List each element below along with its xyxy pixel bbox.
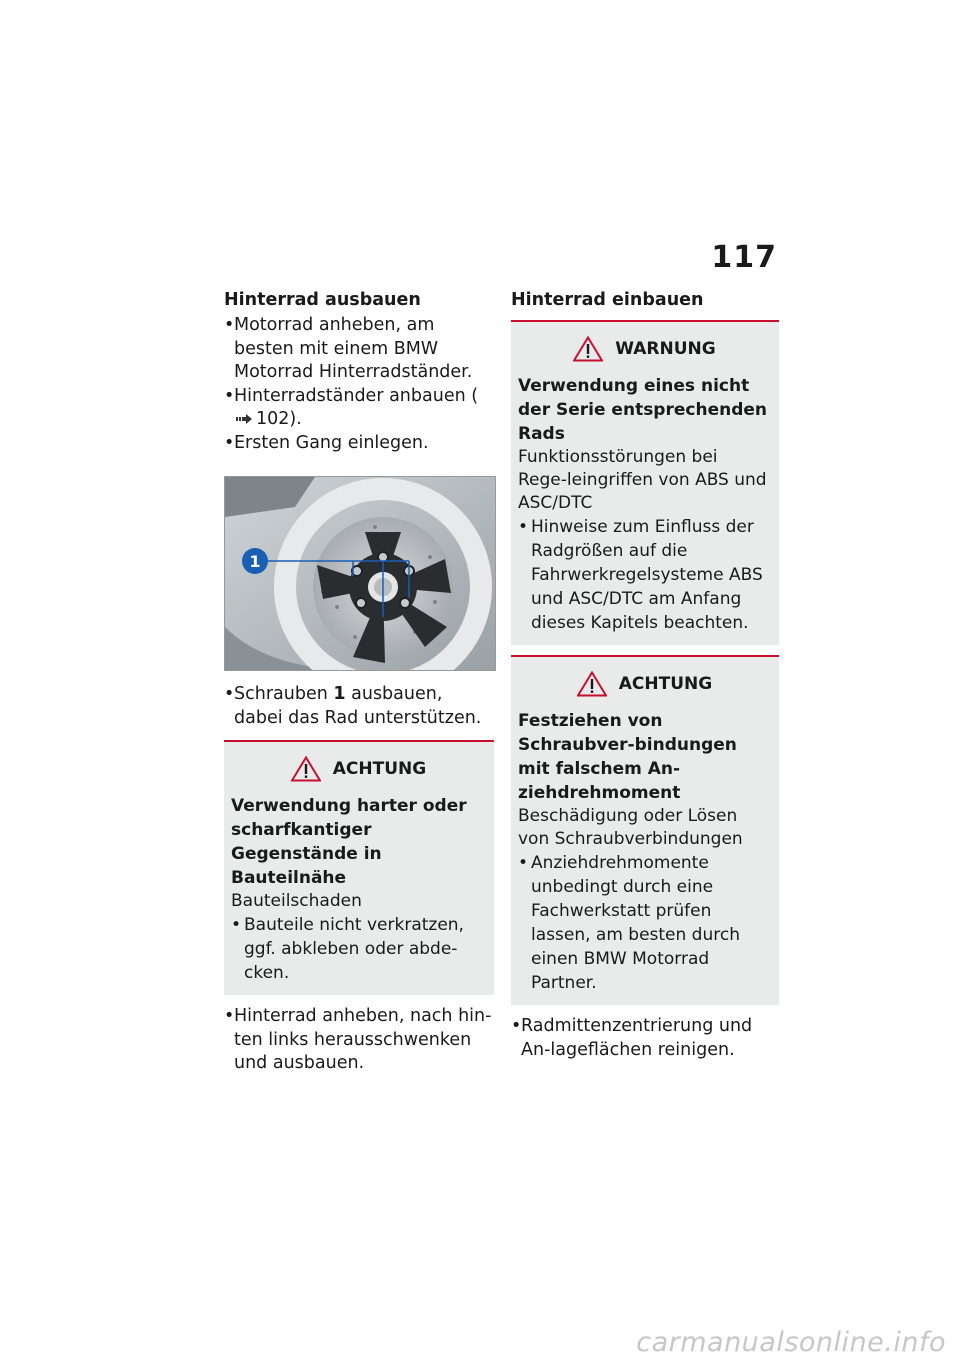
bullet-dot: • <box>231 915 242 935</box>
step-clean-surfaces: • Radmittenzentrierung und An-lageflächen reinigen. <box>511 1016 753 1060</box>
section-heading-install: Hinterrad einbauen <box>511 290 704 310</box>
warning-triangle-icon <box>577 671 607 697</box>
note-subtitle: Verwendung eines nicht der Serie entsprechenden Rads <box>518 376 768 444</box>
warning-triangle-icon <box>291 756 321 782</box>
note-header <box>518 671 771 697</box>
step-lift-motorcycle: • Motorrad anheben, am besten mit einem BMW Motorrad Hinterradständer. <box>224 315 473 382</box>
wheel-bolts-figure <box>224 476 496 671</box>
note-header <box>518 336 771 362</box>
step-remove-screws: • Schrauben 1 ausbauen, dabei das Rad unterstützen. <box>224 684 482 728</box>
note-bullet: • Anziehdrehmomente unbedingt durch eine Fachwerkstatt prüfen lassen, am besten durch einen BMW Motorrad Partner. <box>518 853 740 993</box>
caution-note-tightening-torque <box>511 655 779 1005</box>
note-title: WARNUNG <box>615 339 716 359</box>
note-subtitle: Festziehen von Schraubver-bindungen mit falschem An-ziehdrehmoment <box>518 711 737 803</box>
page-reference-arrow-icon <box>236 414 252 424</box>
note-text: Funktionsstörungen bei Rege-leingriffen von ABS und ASC/DTC <box>518 447 767 513</box>
page-number: 117 <box>711 240 777 275</box>
figure-callout-number: 1 <box>249 552 261 571</box>
bullet-dot: • <box>224 315 235 335</box>
bullet-dot: • <box>224 432 235 453</box>
note-title: ACHTUNG <box>332 759 427 779</box>
caution-note-hard-objects <box>224 740 494 995</box>
note-text: Bauteilschaden <box>231 891 362 911</box>
note-bullet: • Hinweise zum Einfluss der Radgrößen auf die Fahrwerkregelsysteme ABS und ASC/DTC am Anfang dieses Kapitels beachten. <box>518 517 763 633</box>
right-column <box>511 288 779 1062</box>
bullet-dot: • <box>224 684 235 704</box>
left-column <box>224 288 494 1076</box>
section-heading-remove: Hinterrad ausbauen <box>224 290 421 310</box>
page-reference[interactable]: 102 <box>256 409 290 429</box>
warning-note-non-standard-wheel <box>511 320 779 645</box>
note-title: ACHTUNG <box>618 674 713 694</box>
step-engage-gear: • Ersten Gang einlegen. <box>224 432 494 456</box>
bullet-dot: • <box>518 853 529 873</box>
watermark: carmanualsonline.info <box>636 1327 946 1358</box>
note-text: Beschädigung oder Lösen von Schraubverbindungen <box>518 806 743 849</box>
step-lift-wheel: • Hinterrad anheben, nach hin-ten links herausschwenken und ausbauen. <box>224 1006 492 1073</box>
note-bullet: • Bauteile nicht verkratzen, ggf. abkleben oder abde-cken. <box>231 915 464 983</box>
bullet-dot: • <box>511 1016 522 1036</box>
step-mount-stand: • Hinterradständer anbauen (102). <box>224 385 479 429</box>
note-header <box>231 756 486 782</box>
warning-triangle-icon <box>573 336 603 362</box>
bullet-dot: • <box>518 517 529 537</box>
note-subtitle: Verwendung harter oder scharfkantiger Gegenstände in Bauteilnähe <box>231 796 467 888</box>
bullet-dot: • <box>224 1006 235 1026</box>
wheel-bolts-illustration-icon <box>225 477 495 670</box>
bullet-dot: • <box>224 385 235 406</box>
